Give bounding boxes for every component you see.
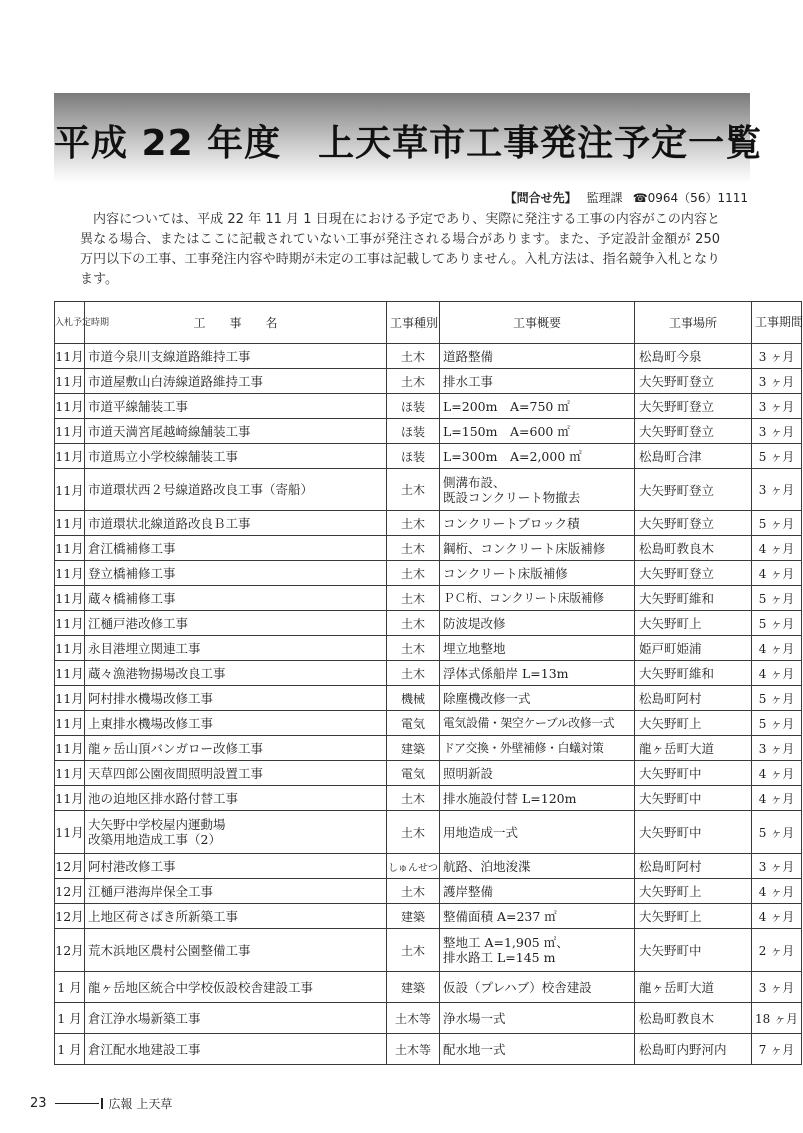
cell-summary: 整地工 A=1,905 ㎡、 排水路工 L=145 m <box>440 929 635 972</box>
table-row <box>55 879 802 904</box>
cell-period: 5 ヶ月 <box>752 586 802 611</box>
cell-timing: 12月 <box>55 904 85 929</box>
contact-info <box>505 189 748 206</box>
cell-period: 3 ヶ月 <box>752 419 802 444</box>
cell-period: 7 ヶ月 <box>752 1034 802 1065</box>
cell-type: 建築 <box>387 904 440 929</box>
page-footer <box>30 1095 172 1112</box>
cell-type: 土木 <box>387 661 440 686</box>
cell-location: 松島町合津 <box>635 444 752 469</box>
cell-location: 大矢野町中 <box>635 811 752 854</box>
cell-timing: 11月 <box>55 661 85 686</box>
cell-period: 4 ヶ月 <box>752 786 802 811</box>
cell-location: 松島町教良木 <box>635 536 752 561</box>
table-body <box>55 344 802 1065</box>
cell-location: 大矢野町中 <box>635 786 752 811</box>
cell-period: 3 ヶ月 <box>752 344 802 369</box>
cell-summary: コンクリートブロック積 <box>440 511 635 536</box>
cell-timing: 11月 <box>55 419 85 444</box>
cell-name: 阿村排水機場改修工事 <box>85 686 387 711</box>
table-row <box>55 444 802 469</box>
cell-name: 阿村港改修工事 <box>85 854 387 879</box>
header-type: 工事種別 <box>387 302 440 344</box>
cell-period: 3 ヶ月 <box>752 369 802 394</box>
cell-name: 倉江浄水場新築工事 <box>85 1003 387 1034</box>
cell-timing: 11月 <box>55 711 85 736</box>
cell-location: 大矢野町中 <box>635 761 752 786</box>
cell-timing: 11月 <box>55 811 85 854</box>
cell-type: 土木 <box>387 636 440 661</box>
cell-type: しゅんせつ <box>387 854 440 879</box>
cell-location: 大矢野町登立 <box>635 394 752 419</box>
cell-timing: 12月 <box>55 854 85 879</box>
cell-name: 市道今泉川支線道路維持工事 <box>85 344 387 369</box>
cell-summary: 排水施設付替 L=120m <box>440 786 635 811</box>
cell-location: 松島町今泉 <box>635 344 752 369</box>
cell-type: 建築 <box>387 972 440 1003</box>
table-row <box>55 686 802 711</box>
cell-period: 3 ヶ月 <box>752 972 802 1003</box>
cell-timing: 11月 <box>55 394 85 419</box>
cell-period: 5 ヶ月 <box>752 444 802 469</box>
cell-name: 上地区荷さばき所新築工事 <box>85 904 387 929</box>
cell-name: 大矢野中学校屋内運動場 改築用地造成工事（2） <box>85 811 387 854</box>
footer-rule <box>55 1103 99 1104</box>
cell-name: 市道平線舗装工事 <box>85 394 387 419</box>
cell-location: 大矢野町上 <box>635 879 752 904</box>
table-row <box>55 344 802 369</box>
table-row <box>55 536 802 561</box>
construction-schedule-table <box>54 301 802 1065</box>
cell-summary: 照明新設 <box>440 761 635 786</box>
cell-location: 龍ヶ岳町大道 <box>635 972 752 1003</box>
cell-type: 土木 <box>387 344 440 369</box>
table-row <box>55 369 802 394</box>
table-row <box>55 811 802 854</box>
cell-timing: 12月 <box>55 929 85 972</box>
cell-location: 大矢野町登立 <box>635 419 752 444</box>
cell-name: 市道屋敷山白涛線道路維持工事 <box>85 369 387 394</box>
cell-location: 松島町内野河内 <box>635 1034 752 1065</box>
table-row <box>55 636 802 661</box>
magazine-name: 広報 上天草 <box>108 1097 173 1111</box>
cell-period: 18 ヶ月 <box>752 1003 802 1034</box>
cell-name: 市道環状西２号線道路改良工事（寄船） <box>85 469 387 511</box>
cell-summary: 電気設備・架空ケーブル改修一式 <box>440 711 635 736</box>
cell-type: ほ装 <box>387 394 440 419</box>
table-row <box>55 419 802 444</box>
table-row <box>55 1003 802 1034</box>
cell-timing: 11月 <box>55 369 85 394</box>
cell-name: 蔵々漁港物揚場改良工事 <box>85 661 387 686</box>
cell-timing: 11月 <box>55 586 85 611</box>
cell-location: 松島町阿村 <box>635 854 752 879</box>
cell-type: 機械 <box>387 686 440 711</box>
table-row <box>55 511 802 536</box>
cell-timing: 11月 <box>55 786 85 811</box>
cell-name: 倉江橋補修工事 <box>85 536 387 561</box>
cell-summary: 側溝布設、 既設コンクリート物撤去 <box>440 469 635 511</box>
cell-name: 市道馬立小学校線舗装工事 <box>85 444 387 469</box>
cell-period: 5 ヶ月 <box>752 686 802 711</box>
cell-location: 松島町教良木 <box>635 1003 752 1034</box>
cell-type: 土木 <box>387 469 440 511</box>
cell-type: 土木 <box>387 536 440 561</box>
cell-summary: L=200m A=750 ㎡ <box>440 394 635 419</box>
cell-period: 5 ヶ月 <box>752 511 802 536</box>
cell-name: 上東排水機場改修工事 <box>85 711 387 736</box>
cell-type: ほ装 <box>387 419 440 444</box>
cell-location: 大矢野町登立 <box>635 369 752 394</box>
cell-summary: 防波堤改修 <box>440 611 635 636</box>
cell-timing: 11月 <box>55 511 85 536</box>
header-location: 工事場所 <box>635 302 752 344</box>
cell-period: 4 ヶ月 <box>752 879 802 904</box>
table-row <box>55 736 802 761</box>
cell-type: 土木等 <box>387 1034 440 1065</box>
cell-type: 土木 <box>387 929 440 972</box>
cell-name: 蔵々橋補修工事 <box>85 586 387 611</box>
header-summary: 工事概要 <box>440 302 635 344</box>
cell-period: 4 ヶ月 <box>752 536 802 561</box>
cell-period: 2 ヶ月 <box>752 929 802 972</box>
cell-location: 大矢野町登立 <box>635 511 752 536</box>
header-name: 工 事 名 <box>85 302 387 344</box>
cell-location: 大矢野町上 <box>635 711 752 736</box>
table-row <box>55 661 802 686</box>
cell-period: 4 ヶ月 <box>752 561 802 586</box>
cell-period: 5 ヶ月 <box>752 811 802 854</box>
cell-name: 天草四郎公園夜間照明設置工事 <box>85 761 387 786</box>
cell-period: 3 ヶ月 <box>752 469 802 511</box>
header-period: 工事期間 <box>752 302 802 344</box>
cell-timing: 12月 <box>55 879 85 904</box>
cell-summary: 浄水場一式 <box>440 1003 635 1034</box>
cell-name: 江樋戸港改修工事 <box>85 611 387 636</box>
cell-name: 倉江配水地建設工事 <box>85 1034 387 1065</box>
cell-summary: 浮体式係船岸 L=13m <box>440 661 635 686</box>
cell-name: 龍ヶ岳地区統合中学校仮設校舎建設工事 <box>85 972 387 1003</box>
cell-name: 市道環状北線道路改良Ｂ工事 <box>85 511 387 536</box>
cell-period: 5 ヶ月 <box>752 711 802 736</box>
page-number: 23 <box>30 1096 47 1111</box>
cell-location: 龍ヶ岳町大道 <box>635 736 752 761</box>
cell-summary: 埋立地整地 <box>440 636 635 661</box>
cell-summary: 航路、泊地浚渫 <box>440 854 635 879</box>
cell-period: 4 ヶ月 <box>752 761 802 786</box>
cell-timing: 11月 <box>55 761 85 786</box>
cell-summary: ＰＣ桁、コンクリート床版補修 <box>440 586 635 611</box>
cell-timing: 1 月 <box>55 1003 85 1034</box>
cell-summary: L=150m A=600 ㎡ <box>440 419 635 444</box>
cell-period: 3 ヶ月 <box>752 736 802 761</box>
cell-name: 市道天満宮尾越崎線舗装工事 <box>85 419 387 444</box>
table-row <box>55 929 802 972</box>
cell-location: 大矢野町登立 <box>635 469 752 511</box>
table-row <box>55 561 802 586</box>
cell-summary: 仮設（プレハブ）校舎建設 <box>440 972 635 1003</box>
cell-type: 土木 <box>387 786 440 811</box>
cell-name: 荒木浜地区農村公園整備工事 <box>85 929 387 972</box>
cell-summary: 用地造成一式 <box>440 811 635 854</box>
header-timing: 入札予定時期 <box>55 302 85 344</box>
table-row <box>55 972 802 1003</box>
cell-summary: 配水地一式 <box>440 1034 635 1065</box>
contact-department: 監理課 <box>586 191 623 205</box>
cell-location: 大矢野町上 <box>635 611 752 636</box>
cell-summary: 除塵機改修一式 <box>440 686 635 711</box>
cell-timing: 11月 <box>55 636 85 661</box>
table-row <box>55 394 802 419</box>
cell-type: 土木等 <box>387 1003 440 1034</box>
cell-type: 電気 <box>387 711 440 736</box>
cell-name: 池の迫地区排水路付替工事 <box>85 786 387 811</box>
cell-type: 土木 <box>387 511 440 536</box>
cell-timing: 11月 <box>55 736 85 761</box>
cell-summary: 排水工事 <box>440 369 635 394</box>
cell-location: 大矢野町登立 <box>635 561 752 586</box>
cell-name: 永目港埋立関連工事 <box>85 636 387 661</box>
table-row <box>55 786 802 811</box>
cell-type: 土木 <box>387 369 440 394</box>
cell-period: 4 ヶ月 <box>752 904 802 929</box>
cell-summary: 護岸整備 <box>440 879 635 904</box>
cell-type: 建築 <box>387 736 440 761</box>
table-row <box>55 904 802 929</box>
cell-name: 登立橋補修工事 <box>85 561 387 586</box>
table-row <box>55 711 802 736</box>
cell-timing: 11月 <box>55 536 85 561</box>
cell-period: 5 ヶ月 <box>752 611 802 636</box>
cell-type: 土木 <box>387 611 440 636</box>
cell-type: 土木 <box>387 811 440 854</box>
cell-summary: ドア交換・外壁補修・白蟻対策 <box>440 736 635 761</box>
table-row <box>55 854 802 879</box>
cell-summary: 整備面積 A=237 ㎡ <box>440 904 635 929</box>
table-row <box>55 1034 802 1065</box>
table-row <box>55 586 802 611</box>
cell-name: 江樋戸港海岸保全工事 <box>85 879 387 904</box>
contact-phone: 0964（56）1111 <box>647 191 748 205</box>
cell-timing: 11月 <box>55 444 85 469</box>
cell-type: 土木 <box>387 586 440 611</box>
cell-timing: 11月 <box>55 469 85 511</box>
cell-summary: L=300m A=2,000 ㎡ <box>440 444 635 469</box>
cell-timing: 11月 <box>55 611 85 636</box>
cell-location: 大矢野町維和 <box>635 661 752 686</box>
cell-type: 土木 <box>387 561 440 586</box>
table-row <box>55 611 802 636</box>
cell-location: 大矢野町中 <box>635 929 752 972</box>
cell-location: 松島町阿村 <box>635 686 752 711</box>
cell-type: 土木 <box>387 879 440 904</box>
footer-divider <box>101 1098 103 1109</box>
cell-timing: 11月 <box>55 344 85 369</box>
table-header-row <box>55 302 802 344</box>
table-row <box>55 761 802 786</box>
cell-period: 3 ヶ月 <box>752 854 802 879</box>
cell-location: 大矢野町維和 <box>635 586 752 611</box>
cell-timing: 11月 <box>55 686 85 711</box>
cell-summary: コンクリート床版補修 <box>440 561 635 586</box>
cell-timing: 11月 <box>55 561 85 586</box>
cell-period: 3 ヶ月 <box>752 394 802 419</box>
cell-location: 大矢野町上 <box>635 904 752 929</box>
cell-timing: 1 月 <box>55 1034 85 1065</box>
title-banner <box>54 93 763 183</box>
cell-timing: 1 月 <box>55 972 85 1003</box>
cell-period: 4 ヶ月 <box>752 636 802 661</box>
cell-type: 電気 <box>387 761 440 786</box>
cell-summary: 道路整備 <box>440 344 635 369</box>
page-title: 平成 22 年度 上天草市工事発注予定一覧 <box>54 123 763 164</box>
cell-name: 龍ヶ岳山頂バンガロー改修工事 <box>85 736 387 761</box>
telephone-icon: ☎ <box>632 191 648 205</box>
cell-location: 姫戸町姫浦 <box>635 636 752 661</box>
contact-label: 【問合せ先】 <box>504 191 577 205</box>
table-row <box>55 469 802 511</box>
cell-type: ほ装 <box>387 444 440 469</box>
cell-period: 4 ヶ月 <box>752 661 802 686</box>
intro-paragraph: 内容については、平成 22 年 11 月 1 日現在における予定であり、実際に発注する工事の内容がこの内容と異なる場合、またはここに記載されていない工事が発注される場合があります。また、予定設計金額が 250 万円以下の工事、工事発注内容や時期が未定の工事は記載してありません。入札方法は、指名競争入札となります。 <box>80 212 720 287</box>
cell-summary: 鋼桁、コンクリート床版補修 <box>440 536 635 561</box>
